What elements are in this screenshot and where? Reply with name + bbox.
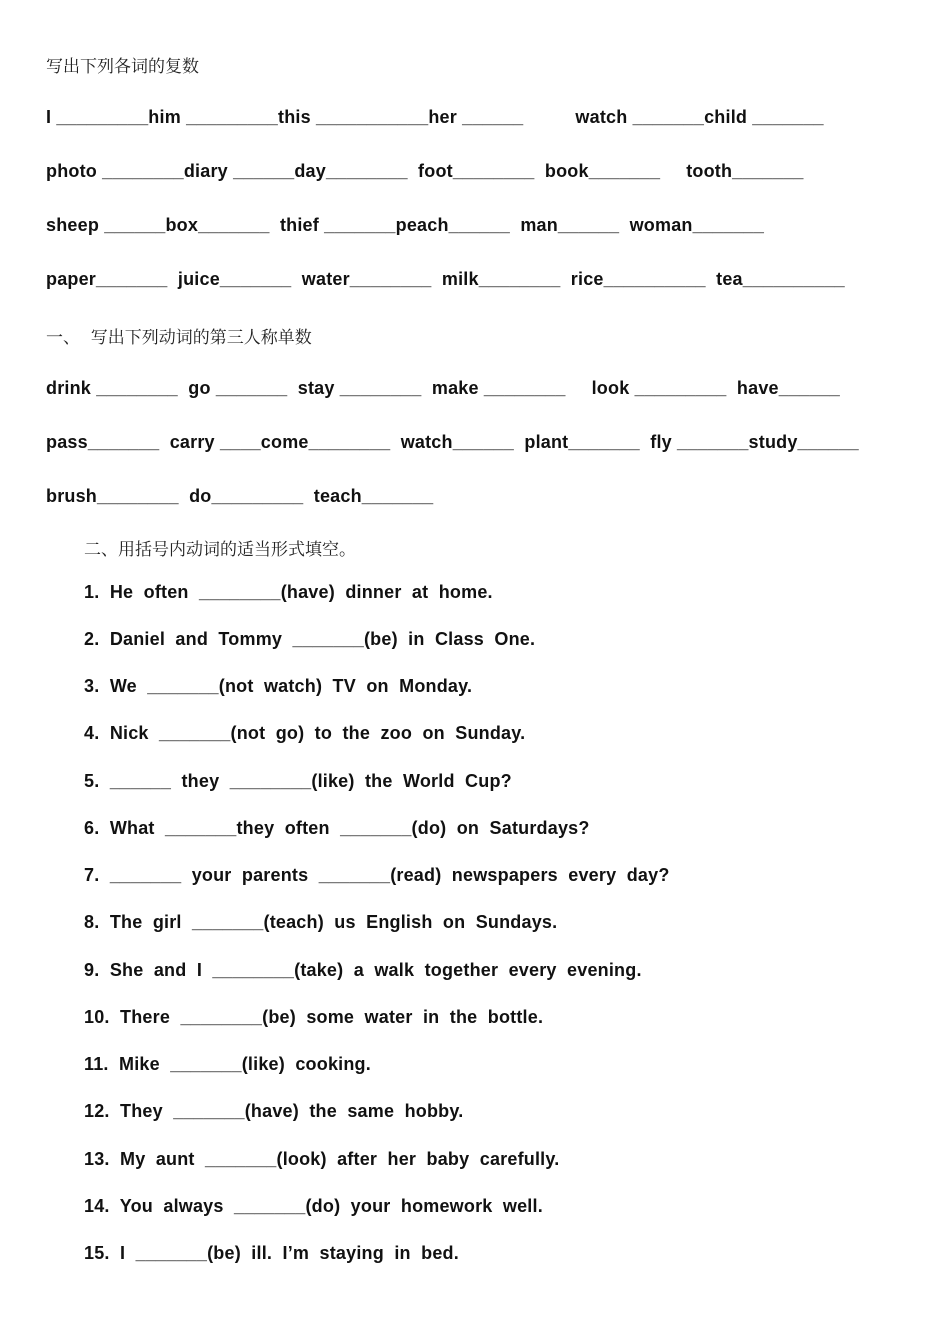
exercise-item-8: 8. The girl _______(teach) us English on Sundays. <box>84 912 558 932</box>
exercise-item-12: 12. They _______(have) the same hobby. <box>84 1101 464 1121</box>
exercise-item-7: 7. _______ your parents _______(read) newspapers every day? <box>84 865 670 885</box>
exercise-item-5: 5. ______ they ________(like) the World Cup? <box>84 771 512 791</box>
plural-row-1: I _________him _________this ___________her ______ watch _______child _______ <box>46 107 824 127</box>
exercise-item-9: 9. She and I ________(take) a walk together every evening. <box>84 960 642 980</box>
third-person-heading: 一、 写出下列动词的第三人称单数 <box>46 328 312 348</box>
plural-row-2: photo ________diary ______day________ foot________ book_______ tooth_______ <box>46 161 804 181</box>
plural-row-3: sheep ______box_______ thief _______peach______ man______ woman_______ <box>46 215 765 235</box>
exercise-item-1: 1. He often ________(have) dinner at home. <box>84 582 493 602</box>
exercise-item-10: 10. There ________(be) some water in the bottle. <box>84 1007 544 1027</box>
plural-heading: 写出下列各词的复数 <box>46 57 199 77</box>
exercise-item-6: 6. What _______they often _______(do) on Saturdays? <box>84 818 590 838</box>
third-person-row-2: pass_______ carry ____come________ watch______ plant_______ fly _______study______ <box>46 432 859 452</box>
third-person-row-1: drink ________ go _______ stay ________ make ________ look _________ have______ <box>46 378 841 398</box>
fill-blanks-heading: 二、用括号内动词的适当形式填空。 <box>84 540 356 560</box>
exercise-item-13: 13. My aunt _______(look) after her baby carefully. <box>84 1149 560 1169</box>
exercise-item-14: 14. You always _______(do) your homework well. <box>84 1196 543 1216</box>
third-person-row-3: brush________ do_________ teach_______ <box>46 486 434 506</box>
exercise-item-3: 3. We _______(not watch) TV on Monday. <box>84 676 473 696</box>
exercise-item-11: 11. Mike _______(like) cooking. <box>84 1054 371 1074</box>
exercise-item-2: 2. Daniel and Tommy _______(be) in Class One. <box>84 629 536 649</box>
exercise-item-4: 4. Nick _______(not go) to the zoo on Sunday. <box>84 723 526 743</box>
plural-row-4: paper_______ juice_______ water________ milk________ rice__________ tea__________ <box>46 269 845 289</box>
exercise-item-15: 15. I _______(be) ill. I’m staying in bed. <box>84 1243 459 1263</box>
